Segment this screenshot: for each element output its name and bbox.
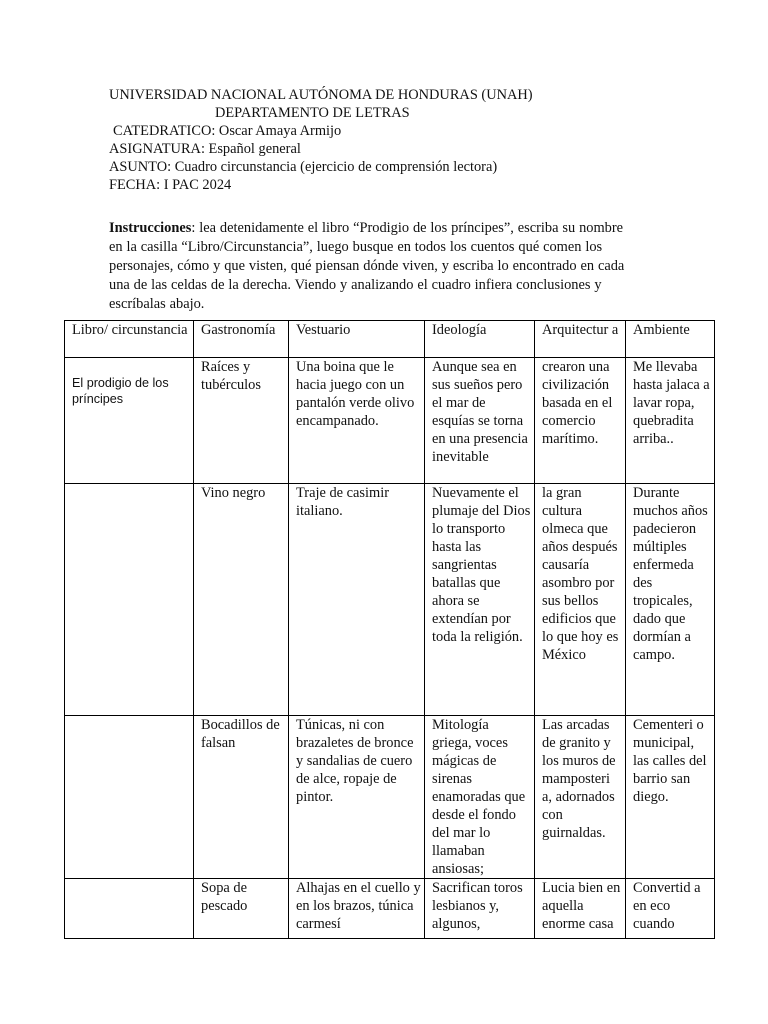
table-cell: Lucia bien en aquella enorme casa: [535, 879, 626, 939]
table-cell: Cementeri o municipal, las calles del barrio san diego.: [626, 716, 715, 879]
table-row: [65, 879, 715, 939]
table-row: [65, 358, 715, 484]
table-cell: Convertid a en eco cuando: [626, 879, 715, 939]
department-name: DEPARTAMENTO DE LETRAS: [215, 105, 410, 121]
table-cell: Alhajas en el cuello y en los brazos, túnica carmesí: [289, 879, 425, 939]
document-header: [109, 86, 533, 194]
table-cell: Túnicas, ni con brazaletes de bronce y sandalias de cuero de alce, ropaje de pintor.: [289, 716, 425, 879]
header-cell: Libro/ circunstancia: [65, 321, 194, 358]
table-cell: Vino negro: [194, 484, 289, 716]
asignatura-line: ASIGNATURA: Español general: [109, 141, 301, 157]
table-cell: Aunque sea en sus sueños pero el mar de esquías se torna en una presencia inevitable: [425, 358, 535, 484]
instructions-paragraph: [109, 219, 629, 314]
table-cell: Las arcadas de granito y los muros de mamposteri a, adornados con guirnaldas.: [535, 716, 626, 879]
header-cell: Vestuario: [289, 321, 425, 358]
header-cell: Ideología: [425, 321, 535, 358]
table-cell: Durante muchos años padecieron múltiples enfermeda des tropicales, dado que dormían a campo.: [626, 484, 715, 716]
table-cell: la gran cultura olmeca que años después causaría asombro por sus bellos edificios que lo que hoy es México: [535, 484, 626, 716]
book-cell: [65, 484, 194, 716]
table-row: [65, 484, 715, 716]
table-cell: Me llevaba hasta jalaca a lavar ropa, quebradita arriba..: [626, 358, 715, 484]
instructions-label: Instrucciones: [109, 220, 192, 236]
table-cell: Raíces y tubérculos: [194, 358, 289, 484]
asunto-line: ASUNTO: Cuadro circunstancia (ejercicio de comprensión lectora): [109, 159, 498, 175]
table-cell: Mitología griega, voces mágicas de sirenas enamoradas que desde el fondo del mar lo llamaban ansiosas;: [425, 716, 535, 879]
table-cell: Nuevamente el plumaje del Dios lo transporto hasta las sangrientas batallas que ahora se extendían por toda la religión.: [425, 484, 535, 716]
book-cell: El prodigio de los príncipes: [65, 358, 194, 484]
header-cell: Gastronomía: [194, 321, 289, 358]
header-cell: Arquitectur a: [535, 321, 626, 358]
table-row: [65, 716, 715, 879]
book-cell: [65, 879, 194, 939]
table-cell: Sacrifican toros lesbianos y, algunos,: [425, 879, 535, 939]
table-cell: Bocadillos de falsan: [194, 716, 289, 879]
fecha-line: FECHA: I PAC 2024: [109, 177, 232, 193]
university-name: UNIVERSIDAD NACIONAL AUTÓNOMA DE HONDURAS (UNAH): [109, 87, 533, 103]
header-cell: Ambiente: [626, 321, 715, 358]
table-cell: Sopa de pescado: [194, 879, 289, 939]
table-cell: Traje de casimir italiano.: [289, 484, 425, 716]
table-header-row: [65, 321, 715, 358]
instructions-text: : lea detenidamente el libro “Prodigio de los príncipes”, escriba su nombre en la casilla “Libro/Circunstancia”, luego busque en todos los cuentos qué comen los personajes, cómo y que visten, qué piensan dónde viven, y escriba lo encontrado en cada una de las celdas de la derecha. Viendo y analizando el cuadro infiera conclusiones y escríbalas abajo.: [109, 220, 625, 312]
catedratico-line: CATEDRATICO: Oscar Amaya Armijo: [113, 123, 342, 139]
circumstance-table: [64, 320, 715, 939]
book-cell: [65, 716, 194, 879]
table-cell: Una boina que le hacia juego con un pantalón verde olivo encampanado.: [289, 358, 425, 484]
table-cell: crearon una civilización basada en el comercio marítimo.: [535, 358, 626, 484]
